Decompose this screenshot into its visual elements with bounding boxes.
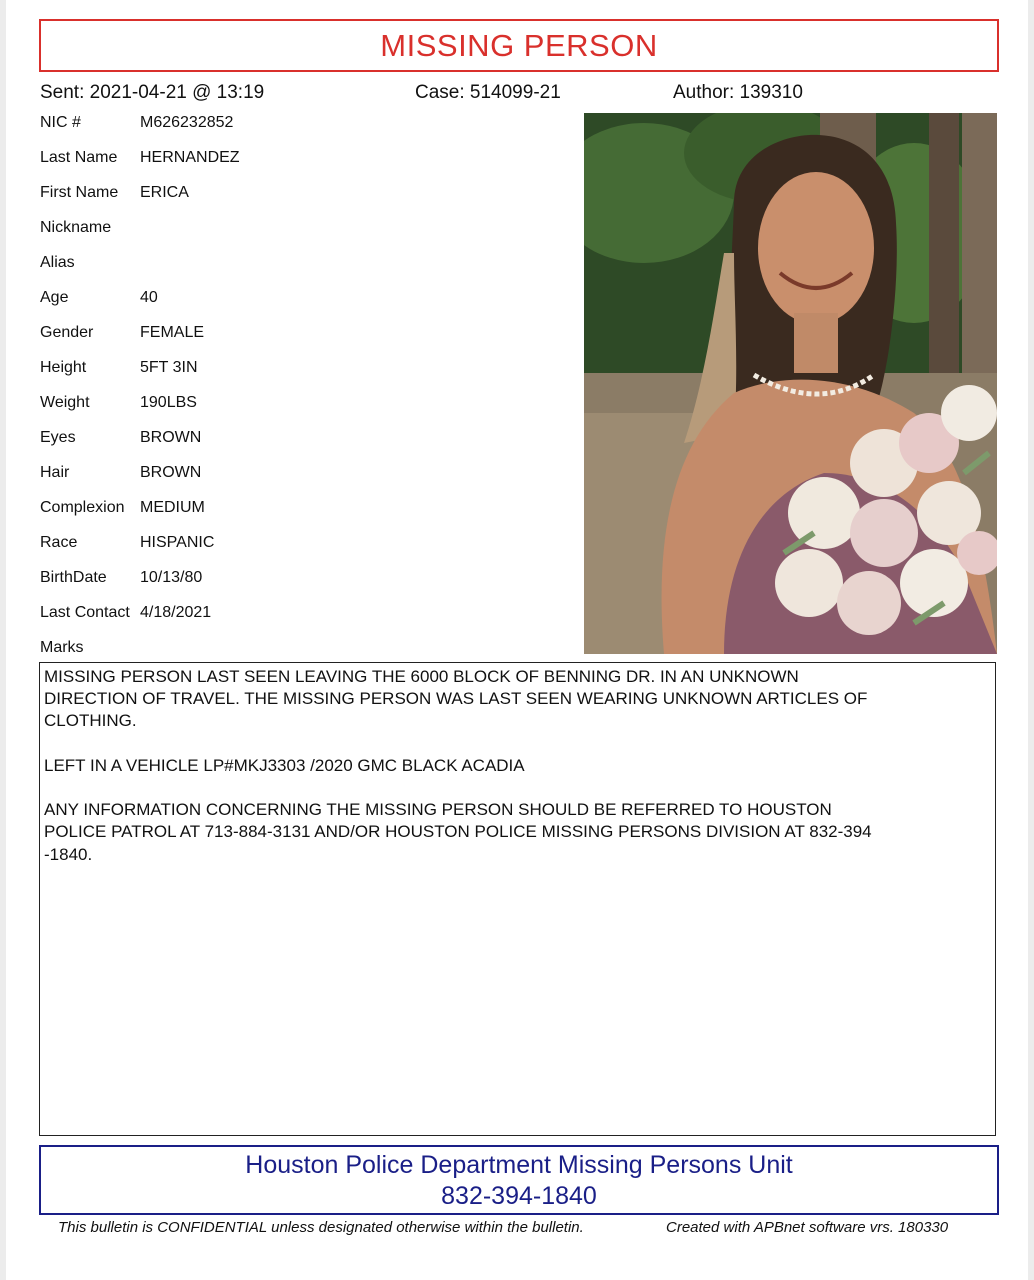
narrative-text: MISSING PERSON LAST SEEN LEAVING THE 6000 BLOCK OF BENNING DR. IN AN UNKNOWN DIRECTION OF TRAVEL. THE MISSING PERSON WAS LAST SEEN WEARING UNKNOWN ARTICLES OF CLOTHING. LEFT IN A VEHICLE LP#MKJ3303 /2020 GMC BLACK ACADIA ANY INFORMATION CONCERNING THE MISSING PERSON SHOULD BE REFERRED TO HOUSTON POLICE PATROL AT 713-884-3131 AND/OR HOUSTON POLICE MISSING PERSONS DIVISION AT 832-394 -1840. bbox=[39, 662, 996, 1136]
field-value: MEDIUM bbox=[140, 499, 205, 516]
field-label: NIC # bbox=[40, 114, 81, 131]
case-number: Case: 514099-21 bbox=[415, 82, 561, 103]
page-edge-left bbox=[0, 0, 6, 1280]
field-value: 190LBS bbox=[140, 394, 197, 411]
field-value: 40 bbox=[140, 289, 158, 306]
software-credit: Created with APBnet software vrs. 180330 bbox=[666, 1219, 949, 1236]
field-value: HERNANDEZ bbox=[140, 149, 240, 166]
field-label: Race bbox=[40, 534, 78, 551]
author-id: Author: 139310 bbox=[673, 82, 803, 103]
field-value: 10/13/80 bbox=[140, 569, 203, 586]
field-label: First Name bbox=[40, 184, 119, 201]
field-label: Eyes bbox=[40, 429, 76, 446]
field-label: Last Contact bbox=[40, 604, 130, 621]
field-label: Marks bbox=[40, 639, 84, 656]
field-value: FEMALE bbox=[140, 324, 205, 341]
field-value: BROWN bbox=[140, 464, 202, 481]
field-label: Weight bbox=[40, 394, 90, 411]
footer-banner bbox=[39, 1145, 999, 1215]
confidential-notice: This bulletin is CONFIDENTIAL unless designated otherwise within the bulletin. bbox=[58, 1219, 584, 1236]
page-title: MISSING PERSON bbox=[380, 27, 658, 63]
footer-phone: 832-394-1840 bbox=[441, 1182, 597, 1210]
field-label: Nickname bbox=[40, 219, 112, 236]
field-label: Complexion bbox=[40, 499, 125, 516]
field-value: BROWN bbox=[140, 429, 202, 446]
page-edge-right bbox=[1028, 0, 1034, 1280]
footer-unit: Houston Police Department Missing Persons Unit bbox=[245, 1151, 793, 1179]
field-label: Age bbox=[40, 289, 69, 306]
photo-illustration bbox=[584, 113, 997, 654]
field-label: Hair bbox=[40, 464, 70, 481]
field-value: ERICA bbox=[140, 184, 189, 201]
field-label: Alias bbox=[40, 254, 75, 271]
field-label: Last Name bbox=[40, 149, 118, 166]
field-label: Height bbox=[40, 359, 87, 376]
field-value: HISPANIC bbox=[140, 534, 215, 551]
field-label: Gender bbox=[40, 324, 94, 341]
field-label: BirthDate bbox=[40, 569, 107, 586]
person-photo bbox=[584, 113, 997, 654]
field-value: M626232852 bbox=[140, 114, 234, 131]
sent-timestamp: Sent: 2021-04-21 @ 13:19 bbox=[40, 82, 265, 103]
field-value: 4/18/2021 bbox=[140, 604, 212, 621]
field-value: 5FT 3IN bbox=[140, 359, 198, 376]
title-banner bbox=[39, 19, 999, 72]
